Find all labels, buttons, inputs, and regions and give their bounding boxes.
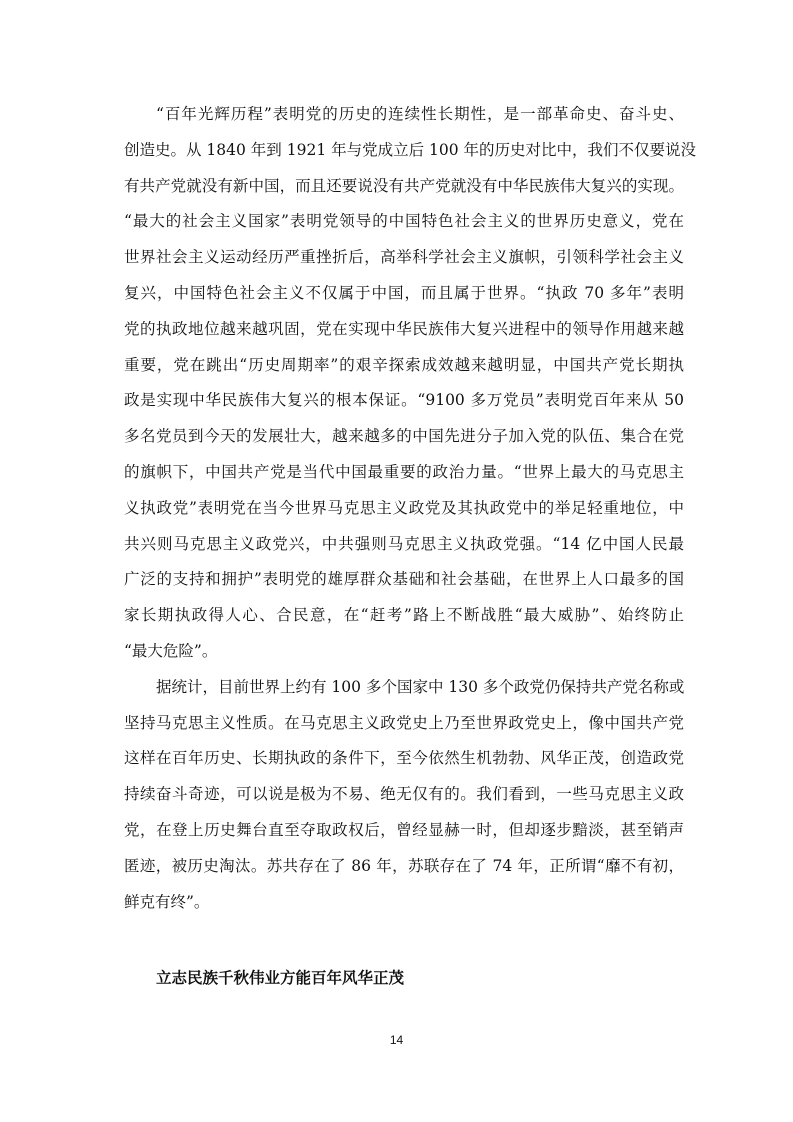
body-text xyxy=(124,97,697,920)
text-line: 创造史。从 1840 年到 1921 年与党成立后 100 年的历史对比中，我们不仅要说没 xyxy=(124,140,697,159)
text-line: 世界社会主义运动经历严重挫折后，高举科学社会主义旗帜，引领科学社会主义 xyxy=(124,248,684,267)
text-line: 重要，党在跳出“历史周期率”的艰辛探索成效越来越明显，中国共产党长期执 xyxy=(124,355,684,374)
text-line: 这样在百年历史、长期执政的条件下，至今依然生机勃勃、风华正茂，创造政党 xyxy=(124,749,684,768)
text-line: 多名党员到今天的发展壮大，越来越多的中国先进分子加入党的队伍、集合在党 xyxy=(124,427,684,446)
text-line: “百年光辉历程”表明党的历史的连续性长期性，是一部革命史、奋斗史、 xyxy=(156,105,684,123)
text-line: 持续奋斗奇迹，可以说是极为不易、绝无仅有的。我们看到，一些马克思主义政 xyxy=(124,785,684,804)
text-line: 坚持马克思主义性质。在马克思主义政党史上乃至世界政党史上，像中国共产党 xyxy=(124,713,684,732)
page-number: 14 xyxy=(389,1033,404,1047)
text-line: 政是实现中华民族伟大复兴的根本保证。“9100 多万党员”表明党百年来从 50 xyxy=(124,391,684,410)
text-line: 鲜克有终”。 xyxy=(124,892,210,911)
text-line: 家长期执政得人心、合民意，在“赶考”路上不断战胜“最大威胁”、始终防止 xyxy=(124,606,684,625)
text-line: 复兴，中国特色社会主义不仅属于中国，而且属于世界。“执政 70 多年”表明 xyxy=(124,283,684,302)
text-line: 有共产党就没有新中国，而且还要说没有共产党就没有中华民族伟大复兴的实现。 xyxy=(124,176,684,195)
text-line: 党的执政地位越来越巩固，党在实现中华民族伟大复兴进程中的领导作用越来越 xyxy=(124,319,684,338)
text-line: 广泛的支持和拥护”表明党的雄厚群众基础和社会基础，在世界上人口最多的国 xyxy=(124,570,684,589)
text-line: 据统计，目前世界上约有 100 多个国家中 130 多个政党仍保持共产党名称或 xyxy=(156,677,685,696)
section-heading: 立志民族千秋伟业方能百年风华正茂 xyxy=(156,969,405,987)
text-line: 的旗帜下，中国共产党是当代中国最重要的政治力量。“世界上最大的马克思主 xyxy=(124,462,684,481)
text-line: 共兴则马克思主义政党兴，中共强则马克思主义执政党强。“14 亿中国人民最 xyxy=(124,534,684,553)
text-line: “最大的社会主义国家”表明党领导的中国特色社会主义的世界历史意义，党在 xyxy=(124,212,684,231)
text-line: 义执政党”表明党在当今世界马克思主义政党及其执政党中的举足轻重地位，中 xyxy=(124,498,684,517)
text-line: “最大危险”。 xyxy=(124,641,218,660)
text-line: 匿迹，被历史淘汰。苏共存在了 86 年，苏联存在了 74 年，正所谓“靡不有初， xyxy=(124,856,684,875)
text-line: 党，在登上历史舞台直至夺取政权后，曾经显赫一时，但却逐步黯淡，甚至销声 xyxy=(124,820,684,839)
